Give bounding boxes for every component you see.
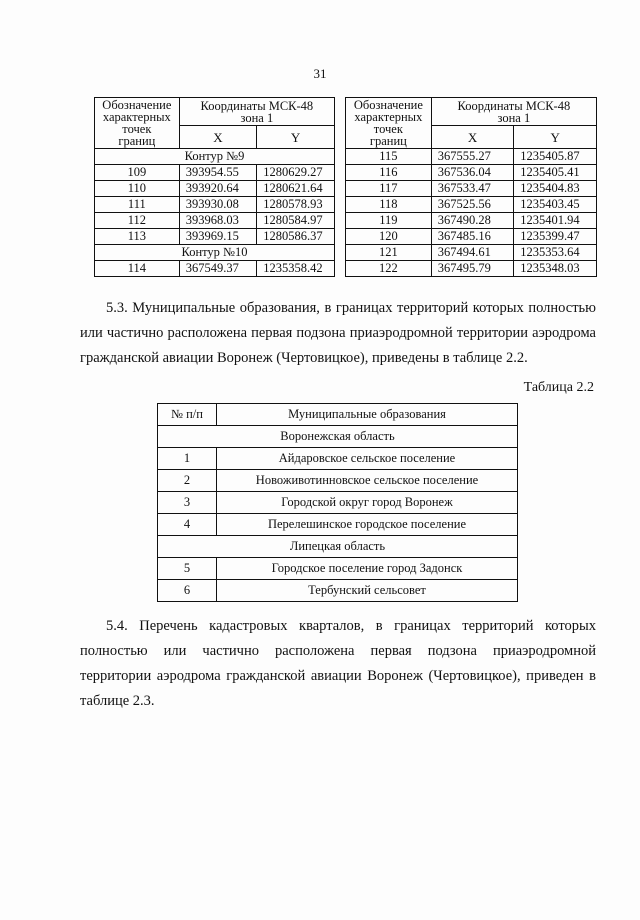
table-row: 113 393969.15 1280586.37: [95, 229, 335, 245]
y-column-header: Y: [514, 126, 597, 149]
paragraph-5-3: 5.3. Муниципальные образования, в границах территорий которых полностью или частично расположена первая подзона приаэродромной территории аэродрома гражданской авиации Воронеж (Чертовицкое), приведены в таблице 2.2.: [80, 300, 596, 366]
page-number: 31: [313, 66, 327, 81]
contour-label: Контур №9: [95, 149, 335, 165]
table-row: 120 367485.16 1235399.47: [346, 229, 597, 245]
region-label: Воронежская область: [158, 426, 518, 448]
table-row: 121 367494.61 1235353.64: [346, 245, 597, 261]
coordinates-system-header: Координаты МСК-48 зона 1: [431, 98, 596, 126]
table-row: 112 393968.03 1280584.97: [95, 213, 335, 229]
table-row: 118 367525.56 1235403.45: [346, 197, 597, 213]
paragraph-5-4: 5.4. Перечень кадастровых кварталов, в границах территорий которых полностью или частично расположена первая подзона приаэродромной территории аэродрома гражданской авиации Воронеж (Чертовицкое), приведен в таблице 2.3.: [80, 618, 596, 709]
point-designation-header: Обозначение характерных точек границ: [346, 98, 432, 149]
number-column-header: № п/п: [158, 404, 217, 426]
table-row: 122 367495.79 1235348.03: [346, 261, 597, 277]
table-row: 1 Айдаровское сельское поселение: [158, 448, 518, 470]
point-designation-header: Обозначение характерных точек границ: [95, 98, 180, 149]
table-row: 119 367490.28 1235401.94: [346, 213, 597, 229]
contour-label: Контур №10: [95, 245, 335, 261]
table-row: 2 Новоживотинновское сельское поселение: [158, 470, 518, 492]
table-row: 114 367549.37 1235358.42: [95, 261, 335, 277]
table-row: 110 393920.64 1280621.64: [95, 181, 335, 197]
region-label: Липецкая область: [158, 536, 518, 558]
y-column-header: Y: [257, 126, 335, 149]
table-row: 5 Городское поселение город Задонск: [158, 558, 518, 580]
table-caption: Таблица 2.2: [523, 380, 594, 395]
table-row: 6 Тербунский сельсовет: [158, 580, 518, 602]
table-row: 115 367555.27 1235405.87: [346, 149, 597, 165]
name-column-header: Муниципальные образования: [217, 404, 518, 426]
x-column-header: X: [179, 126, 257, 149]
coordinates-system-header: Координаты МСК-48 зона 1: [179, 98, 334, 126]
table-row: 3 Городской округ город Воронеж: [158, 492, 518, 514]
table-row: 116 367536.04 1235405.41: [346, 165, 597, 181]
coordinates-table-left: [94, 97, 335, 277]
municipalities-table: [157, 403, 518, 602]
x-column-header: X: [431, 126, 514, 149]
coordinates-table-right: [345, 97, 597, 277]
table-row: 117 367533.47 1235404.83: [346, 181, 597, 197]
table-row: 4 Перелешинское городское поселение: [158, 514, 518, 536]
table-row: 109 393954.55 1280629.27: [95, 165, 335, 181]
table-row: 111 393930.08 1280578.93: [95, 197, 335, 213]
